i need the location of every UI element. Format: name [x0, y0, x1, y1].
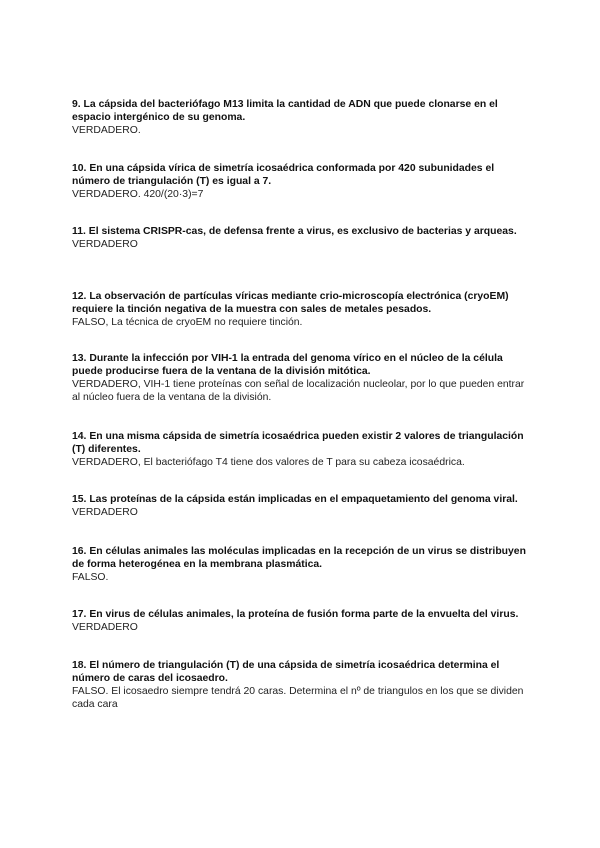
question-text: 14. En una misma cápsida de simetría icosaédrica pueden existir 2 valores de triangulación (T) diferentes.	[72, 431, 524, 455]
question-text: 17. En virus de células animales, la proteína de fusión forma parte de la envuelta del virus.	[72, 609, 519, 620]
question-block-15	[72, 493, 532, 519]
question-block-10	[72, 162, 532, 201]
answer-text: VERDADERO, VIH-1 tiene proteínas con señal de localización nucleolar, por lo que pueden entrar al núcleo fuera de la ventana de la división.	[72, 379, 525, 403]
answer-text: FALSO, La técnica de cryoEM no requiere tinción.	[72, 317, 303, 328]
answer-text: FALSO.	[72, 572, 109, 583]
question-text: 15. Las proteínas de la cápsida están implicadas en el empaquetamiento del genoma viral.	[72, 494, 518, 505]
question-block-14	[72, 430, 532, 469]
question-block-11	[72, 225, 532, 251]
question-text: 11. El sistema CRISPR-cas, de defensa frente a virus, es exclusivo de bacterias y arqueas.	[72, 226, 517, 237]
answer-text: VERDADERO	[72, 239, 138, 250]
question-block-16	[72, 545, 532, 584]
answer-text: VERDADERO	[72, 622, 138, 633]
answer-text: VERDADERO, El bacteriófago T4 tiene dos valores de T para su cabeza icosaédrica.	[72, 457, 465, 468]
question-text: 10. En una cápsida vírica de simetría icosaédrica conformada por 420 subunidades el número de triangulación (T) es igual a 7.	[72, 163, 495, 187]
question-text: 18. El número de triangulación (T) de una cápsida de simetría icosaédrica determina el número de caras del icosaedro.	[72, 660, 500, 684]
question-block-9	[72, 98, 532, 137]
question-text: 13. Durante la infección por VIH-1 la entrada del genoma vírico en el núcleo de la célula puede producirse fuera de la ventana de la división mitótica.	[72, 353, 503, 377]
question-block-13	[72, 352, 532, 404]
question-block-12	[72, 290, 532, 329]
question-block-18	[72, 659, 532, 711]
answer-text: VERDADERO.	[72, 125, 141, 136]
answer-text: FALSO. El icosaedro siempre tendrá 20 caras. Determina el nº de triangulos en los que se dividen cada cara	[72, 686, 524, 710]
question-text: 9. La cápsida del bacteriófago M13 limita la cantidad de ADN que puede clonarse en el espacio intergénico de su genoma.	[72, 99, 498, 123]
question-text: 12. La observación de partículas víricas mediante crio-microscopía electrónica (cryoEM) requiere la tinción negativa de la muestra con sales de metales pesados.	[72, 291, 509, 315]
question-text: 16. En células animales las moléculas implicadas en la recepción de un virus se distribuyen de forma heterogénea en la membrana plasmática.	[72, 546, 526, 570]
question-block-17	[72, 608, 532, 634]
answer-text: VERDADERO	[72, 507, 138, 518]
answer-text: VERDADERO. 420/(20·3)=7	[72, 189, 204, 200]
